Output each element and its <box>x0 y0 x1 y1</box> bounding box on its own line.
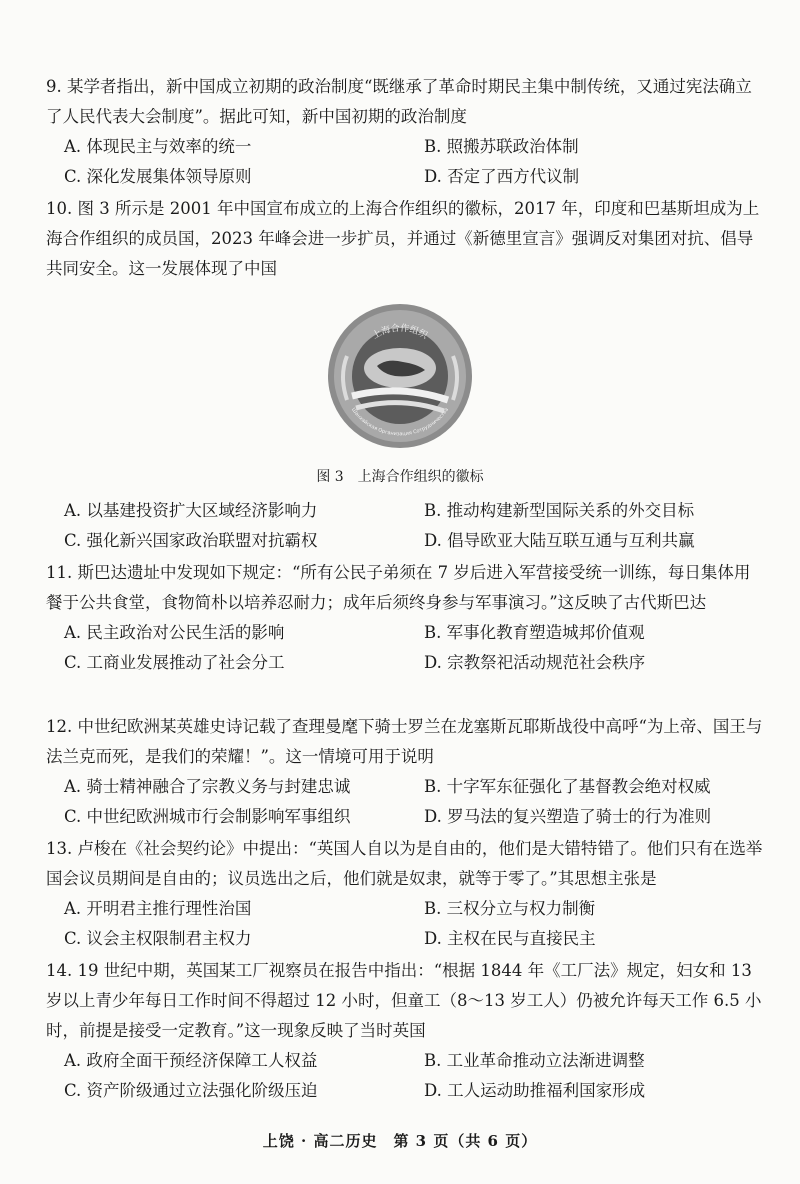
emblem-top-text: 上海合作组织 <box>371 323 429 342</box>
option-c: C. 工商业发展推动了社会分工 <box>64 653 285 672</box>
question-11 <box>46 558 766 678</box>
sco-emblem-icon <box>325 296 475 456</box>
option-d: D. 倡导欧亚大陆互联互通与互利共赢 <box>424 531 695 550</box>
question-10 <box>46 194 766 284</box>
question-14 <box>46 956 766 1106</box>
option-c: C. 强化新兴国家政治联盟对抗霸权 <box>64 531 318 550</box>
option-a: A. 民主政治对公民生活的影响 <box>64 623 285 642</box>
question-stem: 10. 图 3 所示是 2001 年中国宣布成立的上海合作组织的徽标，2017 年，印度和巴基斯坦成为上海合作组织的成员国，2023 年峰会进一步扩员，并通过《新德里宣言》强调反对集团对抗、倡导共同安全。这一发展体现了中国 <box>46 199 760 278</box>
question-12 <box>46 712 766 832</box>
option-a: A. 骑士精神融合了宗教义务与封建忠诚 <box>64 777 351 796</box>
option-a: A. 政府全面干预经济保障工人权益 <box>64 1051 318 1070</box>
option-d: D. 主权在民与直接民主 <box>424 929 596 948</box>
option-c: C. 中世纪欧洲城市行会制影响军事组织 <box>64 807 351 826</box>
options <box>46 132 766 192</box>
option-b: B. 十字军东征强化了基督教会绝对权威 <box>424 777 711 796</box>
page-footer: 上饶 · 高二历史 第 3 页（共 6 页） <box>262 1132 538 1150</box>
question-stem: 13. 卢梭在《社会契约论》中提出：“英国人自以为是自由的，他们是大错特错了。他们只有在选举国会议员期间是自由的；议员选出之后，他们就是奴隶，就等于零了。”其思想主张是 <box>46 839 763 888</box>
option-d: D. 罗马法的复兴塑造了骑士的行为准则 <box>424 807 712 826</box>
question-10-options <box>46 496 766 556</box>
option-a: A. 体现民主与效率的统一 <box>64 137 252 156</box>
option-a: A. 以基建投资扩大区域经济影响力 <box>64 501 318 520</box>
options <box>46 1046 766 1106</box>
option-c: C. 议会主权限制君主权力 <box>64 929 252 948</box>
emblem-bottom-text: Шанхайская Организация Сотрудничества <box>349 406 451 438</box>
option-d: D. 宗教祭祀活动规范社会秩序 <box>424 653 646 672</box>
question-stem: 9. 某学者指出，新中国成立初期的政治制度“既继承了革命时期民主集中制传统，又通过宪法确立了人民代表大会制度”。据此可知，新中国初期的政治制度 <box>46 77 752 126</box>
question-13 <box>46 834 766 954</box>
question-stem: 12. 中世纪欧洲某英雄史诗记载了查理曼麾下骑士罗兰在龙塞斯瓦耶斯战役中高呼“为上帝、国王与法兰克而死，是我们的荣耀！”。这一情境可用于说明 <box>46 717 763 766</box>
option-c: C. 资产阶级通过立法强化阶级压迫 <box>64 1081 318 1100</box>
sco-emblem-figure <box>325 296 475 456</box>
options <box>46 772 766 832</box>
option-b: B. 军事化教育塑造城邦价值观 <box>424 623 645 642</box>
option-b: B. 推动构建新型国际关系的外交目标 <box>424 501 695 520</box>
question-stem: 14. 19 世纪中期，英国某工厂视察员在报告中指出：“根据 1844 年《工厂法》规定，妇女和 13 岁以上青少年每日工作时间不得超过 12 小时，但童工（8～13 岁工人）仍被允许每天工作 6.5 小时，前提是接受一定教育。”这一现象反映了当时英国 <box>46 961 762 1040</box>
question-9 <box>46 72 766 192</box>
options <box>46 618 766 678</box>
option-d: D. 工人运动助推福利国家形成 <box>424 1081 646 1100</box>
option-b: B. 工业革命推动立法渐进调整 <box>424 1051 645 1070</box>
question-stem: 11. 斯巴达遗址中发现如下规定：“所有公民子弟须在 7 岁后进入军营接受统一训练，每日集体用餐于公共食堂，食物简朴以培养忍耐力；成年后须终身参与军事演习。”这反映了古代斯巴达 <box>46 563 751 612</box>
option-b: B. 三权分立与权力制衡 <box>424 899 596 918</box>
option-a: A. 开明君主推行理性治国 <box>64 899 252 918</box>
options <box>46 496 766 556</box>
option-b: B. 照搬苏联政治体制 <box>424 137 579 156</box>
option-d: D. 否定了西方代议制 <box>424 167 580 186</box>
options <box>46 894 766 954</box>
option-c: C. 深化发展集体领导原则 <box>64 167 252 186</box>
figure-caption: 图 3 上海合作组织的徽标 <box>316 469 484 485</box>
